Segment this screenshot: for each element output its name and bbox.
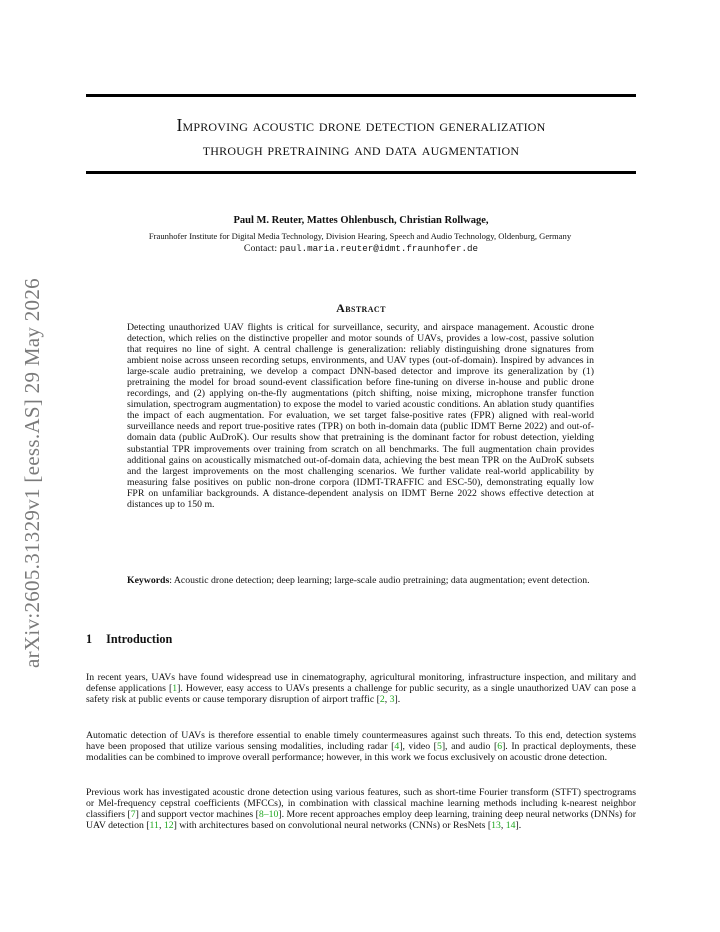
abstract-body: Detecting unauthorized UAV flights is critical for surveillance, security, and airspace management. Acoustic drone detection, which relies on the distinctive propeller and motor sounds of UAVs, provides a low-cost, passive solution that requires no line of sight. A central challenge is generalization: reliably distinguishing drone signatures from ambient noise across unseen recording setups, environments, and UAV types (out-of-domain). Inspired by advances in large-scale audio pretraining, we develop a compact DNN-based detector and improve its generalization by (1) pretraining the model for broad sound-event classification before fine-tuning on diverse in-house and public drone recordings, and (2) applying on-the-fly augmentations (pitch shifting, noise mixing, microphone transfer function simulation, spectrogram augmentation) to expose the model to varied acoustic conditions. An ablation study quantifies the impact of each augmentation. For evaluation, we set target false-positive rates (FPR) aligned with real-world surveillance needs and report true-positive rates (TPR) on both in-domain data (public IDMT Berne 2022) and out-of-domain data (public AuDroK). Our results show that pretraining is the dominant factor for robust detection, yielding substantial TPR improvements over training from scratch on all benchmarks. The full augmentation chain provides additional gains on acoustically mismatched out-of-domain data, achieving the best mean TPR on the AuDroK subsets and the largest improvements on the most challenging scenarios. We further validate real-world applicability by measuring false positives on public non-drone corpora (IDMT-TRAFFIC and ESC-50), demonstrating equally low FPR on unfamiliar backgrounds. A distance-dependent analysis on IDMT Berne 2022 shows effective detection at distances up to 150 m. <box>127 322 594 510</box>
text-span: , <box>500 820 506 832</box>
text-span: ] and support vector machines [ <box>135 809 259 821</box>
keywords <box>127 575 594 586</box>
title-rule-top <box>86 94 636 97</box>
text-span: Automatic detection of UAVs is therefore essential to enable timely countermeasures against such threats. To this end, detection systems have been proposed that utilize various sensing modalities, including radar [ <box>86 730 636 753</box>
citation-link[interactable]: 1 <box>172 683 178 695</box>
citation-link[interactable]: 6 <box>497 741 503 753</box>
abstract-heading: Abstract <box>336 301 386 315</box>
contact <box>86 243 636 254</box>
citation-link[interactable]: 5 <box>436 741 442 753</box>
text-span: ]. However, easy access to UAVs presents a challenge for public security, as a single unauthorized UAV can pose a safety risk at public events or cause temporary disruption of airport traffic [ <box>86 683 636 706</box>
text-span: ]. <box>394 694 401 706</box>
title-line-1: Improving acoustic drone detection generalization <box>176 115 546 135</box>
citation-link[interactable]: 14 <box>505 820 516 832</box>
section-number: 1 <box>86 632 93 646</box>
section-title: Introduction <box>106 632 173 646</box>
authors: Paul M. Reuter, Mattes Ohlenbusch, Christian Rollwage, <box>233 215 489 226</box>
citation-link[interactable]: 2 <box>379 694 385 706</box>
title-line-2: through pretraining and data augmentation <box>202 139 520 159</box>
citation-link[interactable]: 12 <box>163 820 174 832</box>
citation-link[interactable]: 11 <box>149 820 159 832</box>
text-span: ], and audio [ <box>441 741 498 753</box>
intro-paragraph-2 <box>86 730 636 763</box>
affiliation: Fraunhofer Institute for Digital Media Technology, Division Hearing, Speech and Audio Technology, Oldenburg, Germany <box>148 231 572 241</box>
citation-link[interactable]: 8–10 <box>258 809 279 821</box>
intro-paragraph-1 <box>86 672 636 705</box>
text-span: ]. <box>515 820 522 832</box>
intro-paragraph-3 <box>86 787 636 831</box>
contact-label: Contact: <box>243 243 280 254</box>
text-span: ]. More recent approaches employ deep learning, training deep neural networks (DNNs) for UAV detection [ <box>86 809 636 832</box>
text-span: Previous work has investigated acoustic drone detection using various features, such as short-time Fourier transform (STFT) spectrograms or Mel-frequency cepstral coefficients (MFCCs), in combination with classical machine learning methods including k-nearest neighbor classifiers [ <box>86 787 636 821</box>
text-span: ]. In practical deployments, these modalities can be combined to improve overall performance; however, in this work we focus exclusively on acoustic drone detection. <box>86 741 636 764</box>
citation-link[interactable]: 7 <box>130 809 136 821</box>
text-span: , <box>384 694 390 706</box>
paper-title <box>86 113 636 161</box>
keywords-label: Keywords <box>127 575 170 586</box>
section-heading <box>86 632 172 647</box>
citation-link[interactable]: 13 <box>491 820 501 832</box>
text-span: ] with architectures based on convolutional neural networks (CNNs) or ResNets [ <box>173 820 492 832</box>
text-span: In recent years, UAVs have found widespread use in cinematography, agricultural monitoring, infrastructure inspection, and military and defense applications [ <box>86 672 636 695</box>
arxiv-stamp: arXiv:2605.31329v1 [eess.AS] 29 May 2026 <box>20 278 44 668</box>
keywords-text: : Acoustic drone detection; deep learning; large-scale audio pretraining; data augmentation; event detection. <box>169 575 590 586</box>
citation-link[interactable]: 3 <box>389 694 395 706</box>
citation-link[interactable]: 4 <box>394 741 400 753</box>
title-rule-bottom <box>86 171 636 174</box>
text-span: ], video [ <box>399 741 437 753</box>
contact-email: paul.maria.reuter@idmt.fraunhofer.de <box>279 243 479 254</box>
text-span: , <box>158 820 164 832</box>
